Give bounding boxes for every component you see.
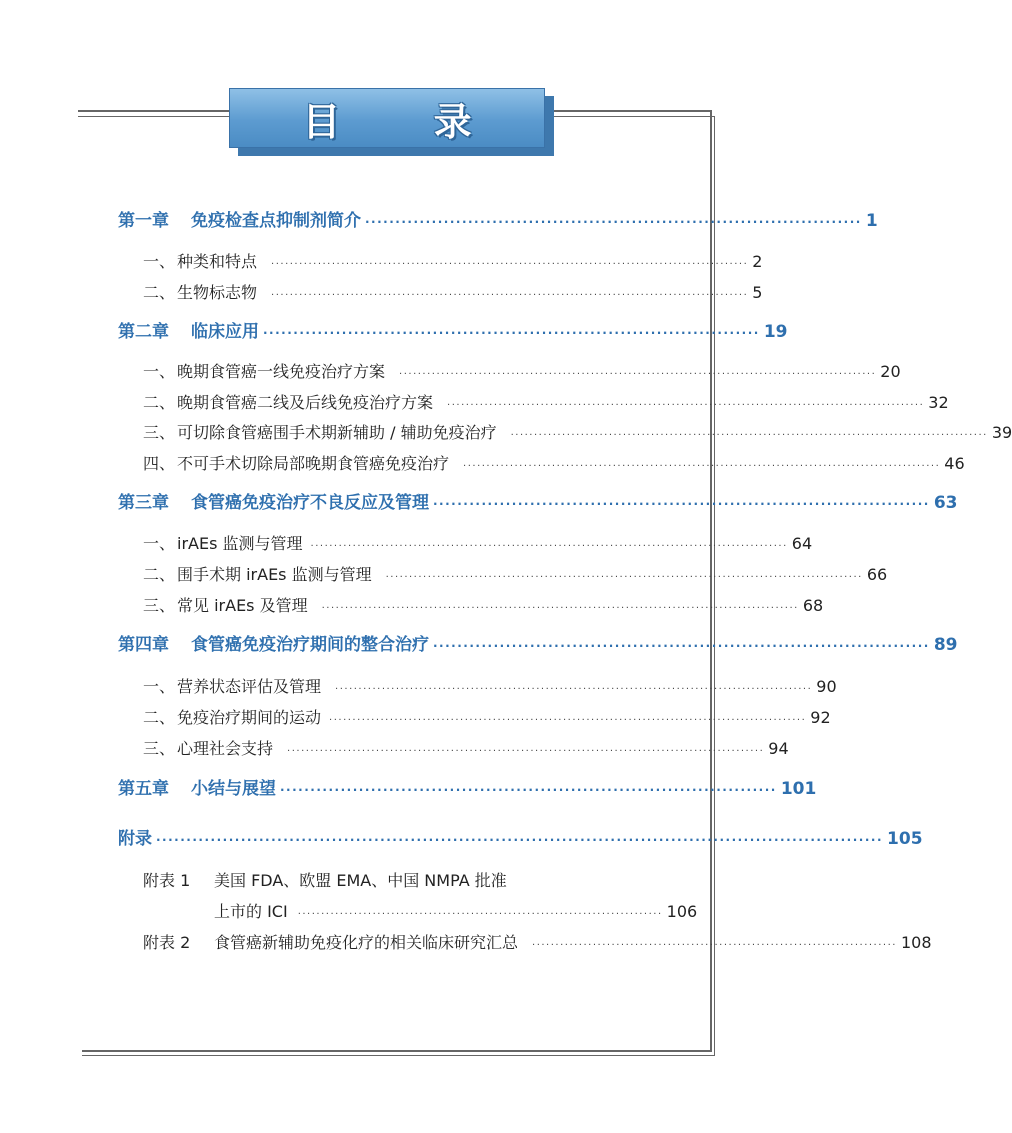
section-title: 晚期食管癌二线及后线免疫治疗方案 — [177, 393, 434, 412]
leader-dots: ·················································································· — [365, 215, 862, 229]
section-number: 三、 — [143, 596, 176, 615]
section-number: 一、 — [143, 534, 176, 553]
chapter-label: 第四章 — [118, 635, 169, 655]
section-number: 三、 — [143, 739, 176, 758]
toc-chapter-1[interactable] — [118, 206, 878, 231]
leader-dots: ·················································································· — [433, 497, 930, 511]
section-title: 生物标志物 — [177, 283, 258, 302]
toc-section[interactable] — [143, 705, 831, 728]
section-title: 营养状态评估及管理 — [177, 677, 322, 696]
toc-chapter-5[interactable] — [118, 774, 817, 799]
leader-dots: ······································································································ — [510, 430, 988, 441]
toc-appendix-table-1[interactable] — [214, 899, 698, 922]
leader-dots: ······································································································ — [447, 400, 925, 411]
leader-dots: ·············································································· — [297, 909, 663, 920]
page-number: 63 — [933, 493, 958, 513]
chapter-label: 第一章 — [118, 211, 169, 231]
leader-dots: ························································································································ — [156, 833, 884, 847]
section-number: 二、 — [143, 708, 176, 727]
bottom-rule — [82, 1050, 712, 1052]
toc-section[interactable] — [143, 420, 1012, 443]
page-number: 89 — [933, 635, 958, 655]
toc-chapter-2[interactable] — [118, 317, 788, 342]
toc-section[interactable] — [143, 593, 824, 616]
section-number: 一、 — [143, 677, 176, 696]
section-number: 二、 — [143, 393, 176, 412]
top-rule-2 — [78, 116, 229, 117]
page-number: 90 — [816, 677, 837, 696]
toc-section[interactable] — [143, 280, 763, 303]
leader-dots: ······································································································ — [399, 369, 877, 380]
section-title: 不可手术切除局部晚期食管癌免疫治疗 — [177, 454, 450, 473]
toc-section[interactable] — [143, 359, 901, 382]
chapter-title: 食管癌免疫治疗不良反应及管理 — [191, 493, 429, 513]
section-title: 晚期食管癌一线免疫治疗方案 — [177, 362, 386, 381]
leader-dots: ······································································································ — [310, 541, 788, 552]
toc-appendix-table-2[interactable] — [214, 930, 932, 953]
chapter-label: 第五章 — [118, 779, 169, 799]
leader-dots: ·················································································· — [433, 639, 930, 653]
leader-dots: ······································································································ — [271, 290, 749, 301]
title-box — [229, 88, 545, 148]
page-number: 66 — [866, 565, 888, 584]
toc-section[interactable] — [143, 451, 965, 474]
toc-section[interactable] — [143, 249, 763, 272]
leader-dots: ······································································································ — [321, 603, 799, 614]
page-number: 108 — [900, 933, 932, 952]
leader-dots: ······································································································ — [287, 746, 765, 757]
chapter-title: 免疫检查点抑制剂简介 — [191, 211, 361, 231]
leader-dots: ······································································································ — [385, 572, 863, 583]
leader-dots: ·················································································· — [263, 326, 760, 340]
section-title: 免疫治疗期间的运动 — [177, 708, 322, 727]
right-rule-2 — [714, 116, 715, 1056]
top-rule-right — [554, 110, 712, 112]
page-number: 46 — [944, 454, 965, 473]
leader-dots: ······································································································ — [329, 715, 807, 726]
section-number: 二、 — [143, 565, 176, 584]
section-number: 三、 — [143, 423, 176, 442]
toc-section[interactable] — [143, 674, 837, 697]
top-rule — [78, 110, 229, 112]
page-number: 20 — [880, 362, 901, 381]
section-number: 一、 — [143, 362, 176, 381]
section-title: irAEs 监测与管理 — [177, 534, 303, 553]
top-rule-right-2 — [554, 116, 714, 117]
section-number: 四、 — [143, 454, 176, 473]
chapter-title: 小结与展望 — [191, 779, 276, 799]
toc-section[interactable] — [143, 531, 813, 554]
appendix-label: 附录 — [118, 829, 152, 849]
leader-dots: ······································································································ — [271, 259, 749, 270]
appendix-table-title: 食管癌新辅助免疫化疗的相关临床研究汇总 — [214, 933, 519, 952]
bottom-rule-2 — [82, 1055, 715, 1056]
section-title: 常见 irAEs 及管理 — [177, 596, 308, 615]
leader-dots: ······································································································ — [335, 684, 813, 695]
toc-chapter-3[interactable] — [118, 488, 958, 513]
page-number: 94 — [768, 739, 789, 758]
page-number: 106 — [666, 902, 698, 921]
leader-dots: ·················································································· — [280, 783, 777, 797]
page-number: 68 — [802, 596, 824, 615]
toc-appendix[interactable] — [118, 824, 923, 849]
chapter-label: 第三章 — [118, 493, 169, 513]
page-number: 101 — [780, 779, 817, 799]
toc-section[interactable] — [143, 736, 789, 759]
page-title: 目 录 — [302, 99, 512, 144]
section-number: 二、 — [143, 283, 176, 302]
page-number: 1 — [865, 211, 878, 231]
toc-section[interactable] — [143, 390, 949, 413]
toc-chapter-4[interactable] — [118, 630, 958, 655]
toc-section[interactable] — [143, 562, 888, 585]
chapter-title: 临床应用 — [191, 322, 259, 342]
appendix-table-title[interactable]: 美国 FDA、欧盟 EMA、中国 NMPA 批准 — [214, 871, 507, 890]
appendix-table-title-cont: 上市的 ICI — [214, 902, 288, 921]
page-number: 105 — [887, 829, 923, 849]
chapter-title: 食管癌免疫治疗期间的整合治疗 — [191, 635, 429, 655]
appendix-table-label: 附表 2 — [143, 933, 191, 952]
page-number: 19 — [763, 322, 788, 342]
page-number: 92 — [810, 708, 831, 727]
section-number: 一、 — [143, 252, 176, 271]
section-title: 可切除食管癌围手术期新辅助 / 辅助免疫治疗 — [177, 423, 497, 442]
page-number: 64 — [791, 534, 813, 553]
page-number: 39 — [991, 423, 1012, 442]
section-title: 围手术期 irAEs 监测与管理 — [177, 565, 372, 584]
leader-dots: ······································································································ — [463, 461, 941, 472]
appendix-table-label: 附表 1 — [143, 871, 191, 890]
page-number: 32 — [928, 393, 949, 412]
chapter-label: 第二章 — [118, 322, 169, 342]
page-number: 2 — [752, 252, 763, 271]
section-title: 种类和特点 — [177, 252, 258, 271]
section-title: 心理社会支持 — [177, 739, 274, 758]
leader-dots: ·············································································· — [532, 940, 897, 951]
page-number: 5 — [752, 283, 763, 302]
